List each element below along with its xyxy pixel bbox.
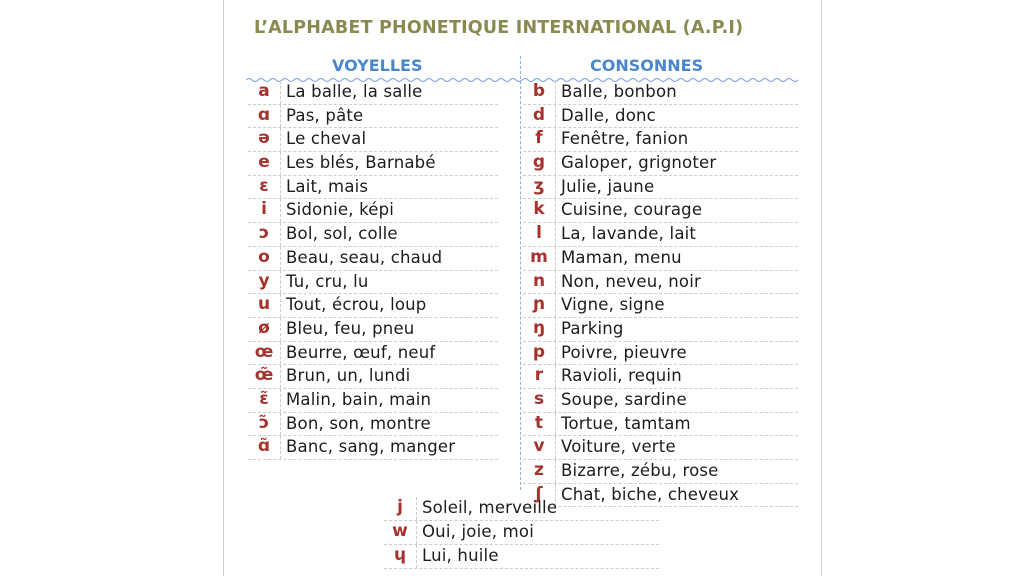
phoneme-row bbox=[248, 436, 498, 460]
phoneme-symbol: z bbox=[523, 460, 556, 483]
phoneme-symbol: y bbox=[248, 271, 281, 294]
example-words: Le cheval bbox=[286, 129, 367, 149]
phoneme-row bbox=[384, 521, 659, 545]
example-words: Voiture, verte bbox=[561, 437, 676, 457]
example-words: Poivre, pieuvre bbox=[561, 342, 687, 362]
phoneme-symbol: a bbox=[248, 81, 281, 104]
phoneme-symbol: d bbox=[523, 105, 556, 128]
phoneme-symbol: p bbox=[523, 342, 556, 365]
phoneme-symbol: r bbox=[523, 365, 556, 388]
phoneme-row bbox=[248, 271, 498, 295]
example-words: Dalle, donc bbox=[561, 105, 656, 125]
phoneme-row bbox=[523, 199, 798, 223]
phoneme-row bbox=[248, 413, 498, 437]
example-words: Soupe, sardine bbox=[561, 389, 687, 409]
column-divider bbox=[520, 56, 521, 490]
example-words: Les blés, Barnabé bbox=[286, 153, 436, 173]
example-words: Brun, un, lundi bbox=[286, 366, 411, 386]
phoneme-symbol: ʃ bbox=[523, 484, 556, 507]
example-words: Malin, bain, main bbox=[286, 389, 432, 409]
phoneme-symbol: n bbox=[523, 271, 556, 294]
example-words: La balle, la salle bbox=[286, 82, 423, 101]
example-words: Tu, cru, lu bbox=[286, 271, 369, 291]
phoneme-symbol: v bbox=[523, 436, 556, 459]
example-words: Banc, sang, manger bbox=[286, 437, 456, 457]
example-words: Chat, biche, cheveux bbox=[561, 484, 740, 504]
phoneme-symbol: s bbox=[523, 389, 556, 412]
example-words: Parking bbox=[561, 318, 624, 338]
phoneme-row bbox=[523, 342, 798, 366]
document-page bbox=[223, 0, 822, 576]
example-words: La, lavande, lait bbox=[561, 224, 697, 244]
phoneme-row bbox=[248, 342, 498, 366]
phoneme-row bbox=[248, 199, 498, 223]
phoneme-row bbox=[523, 318, 798, 342]
example-words: Cuisine, courage bbox=[561, 200, 703, 220]
phoneme-symbol: f bbox=[523, 128, 556, 151]
phoneme-row bbox=[248, 81, 498, 105]
phoneme-row bbox=[523, 152, 798, 176]
phoneme-row bbox=[523, 389, 798, 413]
phoneme-row bbox=[523, 128, 798, 152]
phoneme-symbol: j bbox=[384, 497, 417, 520]
phoneme-row bbox=[248, 247, 498, 271]
phoneme-symbol: ŋ bbox=[523, 318, 556, 341]
example-words: Bizarre, zébu, rose bbox=[561, 461, 719, 480]
phoneme-row bbox=[248, 294, 498, 318]
phoneme-row bbox=[523, 365, 798, 389]
example-words: Sidonie, képi bbox=[286, 200, 395, 220]
example-words: Bleu, feu, pneu bbox=[286, 318, 415, 338]
phoneme-symbol: w bbox=[384, 521, 417, 544]
example-words: Tout, écrou, loup bbox=[286, 295, 427, 315]
example-words: Pas, pâte bbox=[286, 105, 364, 125]
phoneme-row bbox=[523, 223, 798, 247]
phoneme-symbol: ʒ bbox=[523, 176, 556, 199]
phoneme-row bbox=[248, 176, 498, 200]
example-words: Tortue, tamtam bbox=[561, 413, 691, 433]
phoneme-symbol: ɛ̃ bbox=[248, 389, 281, 412]
phoneme-symbol: œ bbox=[248, 342, 281, 365]
phoneme-symbol: b bbox=[523, 81, 556, 104]
example-words: Maman, menu bbox=[561, 247, 682, 267]
page-title: L’ALPHABET PHONETIQUE INTERNATIONAL (A.P.I) bbox=[254, 18, 744, 38]
phoneme-symbol: ɑ bbox=[248, 105, 281, 128]
example-words: Lui, huile bbox=[422, 546, 499, 565]
phoneme-row bbox=[248, 389, 498, 413]
example-words: Soleil, merveille bbox=[422, 498, 558, 517]
phoneme-row bbox=[384, 545, 659, 569]
phoneme-row bbox=[248, 365, 498, 389]
phoneme-symbol: ɔ̃ bbox=[248, 413, 281, 436]
example-words: Galoper, grignoter bbox=[561, 153, 717, 173]
example-words: Bon, son, montre bbox=[286, 413, 431, 433]
consonants-header: CONSONNES bbox=[590, 56, 704, 75]
phoneme-symbol: i bbox=[248, 199, 281, 222]
vowels-list bbox=[248, 81, 498, 460]
phoneme-row bbox=[384, 497, 659, 521]
phoneme-symbol: ɛ bbox=[248, 176, 281, 199]
phoneme-row bbox=[248, 105, 498, 129]
phoneme-row bbox=[248, 318, 498, 342]
phoneme-row bbox=[523, 294, 798, 318]
example-words: Vigne, signe bbox=[561, 295, 665, 315]
phoneme-symbol: k bbox=[523, 199, 556, 222]
phoneme-row bbox=[523, 413, 798, 437]
example-words: Ravioli, requin bbox=[561, 366, 682, 386]
phoneme-row bbox=[523, 271, 798, 295]
phoneme-row bbox=[248, 128, 498, 152]
example-words: Lait, mais bbox=[286, 176, 369, 196]
phoneme-symbol: m bbox=[523, 247, 556, 270]
phoneme-symbol: ɥ bbox=[384, 545, 417, 568]
vowels-header: VOYELLES bbox=[332, 56, 423, 75]
phoneme-symbol: u bbox=[248, 294, 281, 317]
phoneme-row bbox=[523, 81, 798, 105]
consonants-list bbox=[523, 81, 798, 507]
phoneme-symbol: ɲ bbox=[523, 294, 556, 317]
phoneme-symbol: e bbox=[248, 152, 281, 175]
phoneme-symbol: g bbox=[523, 152, 556, 175]
phoneme-symbol: ɔ bbox=[248, 223, 281, 246]
phoneme-row bbox=[523, 176, 798, 200]
phoneme-symbol: o bbox=[248, 247, 281, 270]
example-words: Oui, joie, moi bbox=[422, 522, 534, 541]
example-words: Balle, bonbon bbox=[561, 82, 677, 101]
phoneme-row bbox=[523, 460, 798, 484]
example-words: Beurre, œuf, neuf bbox=[286, 342, 436, 362]
example-words: Fenêtre, fanion bbox=[561, 129, 689, 149]
example-words: Non, neveu, noir bbox=[561, 271, 701, 291]
semivowels-list bbox=[384, 497, 659, 569]
phoneme-row bbox=[248, 223, 498, 247]
phoneme-symbol: t bbox=[523, 413, 556, 436]
phoneme-symbol: œ̃ bbox=[248, 365, 281, 388]
phoneme-row bbox=[248, 152, 498, 176]
phoneme-symbol: l bbox=[523, 223, 556, 246]
phoneme-symbol: ɑ̃ bbox=[248, 436, 281, 459]
example-words: Beau, seau, chaud bbox=[286, 247, 443, 267]
example-words: Julie, jaune bbox=[561, 176, 655, 196]
phoneme-row bbox=[523, 105, 798, 129]
phoneme-row bbox=[523, 436, 798, 460]
example-words: Bol, sol, colle bbox=[286, 224, 398, 244]
phoneme-symbol: ø bbox=[248, 318, 281, 341]
phoneme-row bbox=[523, 247, 798, 271]
phoneme-symbol: ə bbox=[248, 128, 281, 151]
